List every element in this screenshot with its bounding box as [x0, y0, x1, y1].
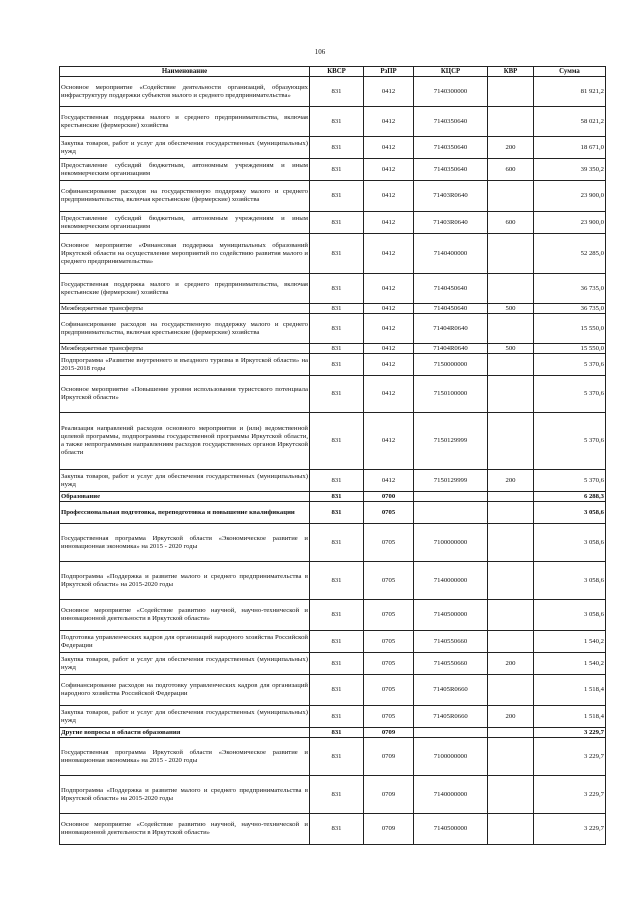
cell-kvr — [488, 814, 534, 845]
table-row — [60, 159, 606, 181]
cell-kcsr: 7140350640 — [414, 107, 488, 137]
cell-sum: 3 058,6 — [534, 562, 606, 600]
cell-rzpr: 0709 — [364, 738, 414, 776]
cell-rzpr: 0709 — [364, 728, 414, 738]
cell-kvsr: 831 — [310, 502, 364, 524]
cell-kvr — [488, 181, 534, 212]
cell-rzpr: 0412 — [364, 137, 414, 159]
cell-kvr: 500 — [488, 304, 534, 314]
cell-kvr — [488, 738, 534, 776]
cell-rzpr: 0412 — [364, 212, 414, 234]
cell-name: Основное мероприятие «Содействие развитию научной, научно-технической и инновационной деятельности в Иркутской области» — [60, 600, 310, 631]
cell-kcsr: 7140000000 — [414, 776, 488, 814]
column-header-kvsr: КВСР — [310, 67, 364, 77]
cell-name: Основное мероприятие «Повышение уровня использования туристского потенциала Иркутской области» — [60, 376, 310, 413]
cell-rzpr: 0412 — [364, 354, 414, 376]
cell-name: Образование — [60, 492, 310, 502]
cell-kvr — [488, 274, 534, 304]
cell-name: Подпрограмма «Поддержка и развитие малого и среднего предпринимательства в Иркутской области» на 2015-2020 годы — [60, 562, 310, 600]
column-header-rzpr: РзПР — [364, 67, 414, 77]
table-row — [60, 234, 606, 274]
cell-sum: 1 540,2 — [534, 631, 606, 653]
cell-sum: 3 058,6 — [534, 502, 606, 524]
cell-rzpr: 0709 — [364, 776, 414, 814]
cell-kvr: 200 — [488, 706, 534, 728]
cell-sum: 52 285,0 — [534, 234, 606, 274]
cell-sum: 39 350,2 — [534, 159, 606, 181]
cell-kvsr: 831 — [310, 776, 364, 814]
table-body — [60, 77, 606, 845]
cell-sum: 5 370,6 — [534, 354, 606, 376]
cell-kvr — [488, 314, 534, 344]
cell-sum: 36 735,0 — [534, 274, 606, 304]
cell-rzpr: 0412 — [364, 181, 414, 212]
cell-kvsr: 831 — [310, 137, 364, 159]
cell-name: Закупка товаров, работ и услуг для обеспечения государственных (муниципальных) нужд — [60, 470, 310, 492]
table-row — [60, 675, 606, 706]
cell-kvsr: 831 — [310, 159, 364, 181]
cell-rzpr: 0412 — [364, 344, 414, 354]
table-row — [60, 600, 606, 631]
cell-kvr — [488, 562, 534, 600]
table-row — [60, 502, 606, 524]
cell-kvsr: 831 — [310, 77, 364, 107]
cell-kvr — [488, 631, 534, 653]
cell-kvr — [488, 502, 534, 524]
cell-kvsr: 831 — [310, 376, 364, 413]
table-row — [60, 413, 606, 470]
cell-kcsr: 7140300000 — [414, 77, 488, 107]
cell-kcsr: 7140400000 — [414, 234, 488, 274]
cell-name: Государственная программа Иркутской области «Экономическое развитие и инновационная экономика» на 2015 - 2020 годы — [60, 524, 310, 562]
cell-kcsr: 7100000000 — [414, 738, 488, 776]
cell-kcsr: 7140450640 — [414, 304, 488, 314]
cell-kvsr: 831 — [310, 413, 364, 470]
cell-kvsr: 831 — [310, 600, 364, 631]
cell-kvsr: 831 — [310, 107, 364, 137]
table-row — [60, 354, 606, 376]
table-row — [60, 653, 606, 675]
table-row — [60, 181, 606, 212]
cell-kvsr: 831 — [310, 274, 364, 304]
cell-name: Подготовка управленческих кадров для организаций народного хозяйства Российской Федерации — [60, 631, 310, 653]
cell-rzpr: 0412 — [364, 470, 414, 492]
page-number: 106 — [314, 48, 326, 56]
cell-kcsr: 7140450640 — [414, 274, 488, 304]
cell-name: Подпрограмма «Развитие внутреннего и въездного туризма в Иркутской области» на 2015-2018 годы — [60, 354, 310, 376]
cell-sum: 15 550,0 — [534, 314, 606, 344]
cell-name: Основное мероприятие «Содействие развитию научной, научно-технической и инновационной деятельности в Иркутской области» — [60, 814, 310, 845]
cell-kvr — [488, 776, 534, 814]
table-row — [60, 137, 606, 159]
column-header-kcsr: КЦСР — [414, 67, 488, 77]
cell-rzpr: 0412 — [364, 77, 414, 107]
cell-sum: 3 229,7 — [534, 728, 606, 738]
cell-kvsr: 831 — [310, 653, 364, 675]
cell-rzpr: 0412 — [364, 159, 414, 181]
cell-rzpr: 0412 — [364, 376, 414, 413]
column-header-sum: Сумма — [534, 67, 606, 77]
cell-kvsr: 831 — [310, 706, 364, 728]
cell-name: Софинансирование расходов на государственную поддержку малого и среднего предпринимательства, включая крестьянские (фермерские) хозяйства — [60, 314, 310, 344]
cell-kvr: 500 — [488, 344, 534, 354]
cell-kcsr: 7150129999 — [414, 413, 488, 470]
cell-sum: 3 229,7 — [534, 738, 606, 776]
cell-kvsr: 831 — [310, 492, 364, 502]
cell-kvr — [488, 675, 534, 706]
table-row — [60, 728, 606, 738]
cell-kcsr — [414, 728, 488, 738]
cell-rzpr: 0412 — [364, 234, 414, 274]
cell-kvsr: 831 — [310, 524, 364, 562]
cell-kvr — [488, 413, 534, 470]
cell-kvr: 600 — [488, 212, 534, 234]
cell-name: Государственная поддержка малого и среднего предпринимательства, включая крестьянские (фермерские) хозяйства — [60, 274, 310, 304]
cell-kvsr: 831 — [310, 738, 364, 776]
cell-sum: 23 900,0 — [534, 212, 606, 234]
cell-kvsr: 831 — [310, 814, 364, 845]
cell-name: Межбюджетные трансферты — [60, 344, 310, 354]
cell-kcsr — [414, 502, 488, 524]
cell-name: Подпрограмма «Поддержка и развитие малого и среднего предпринимательства в Иркутской области» на 2015-2020 годы — [60, 776, 310, 814]
table-row — [60, 776, 606, 814]
cell-kvsr: 831 — [310, 344, 364, 354]
cell-sum: 36 735,0 — [534, 304, 606, 314]
cell-kvr — [488, 107, 534, 137]
table-row — [60, 212, 606, 234]
cell-sum: 58 021,2 — [534, 107, 606, 137]
cell-name: Софинансирование расходов на государственную поддержку малого и среднего предпринимательства, включая крестьянские (фермерские) хозяйства — [60, 181, 310, 212]
cell-kcsr: 71404R0640 — [414, 314, 488, 344]
cell-rzpr: 0412 — [364, 304, 414, 314]
cell-kvr — [488, 600, 534, 631]
table-row — [60, 524, 606, 562]
cell-kcsr: 7140550660 — [414, 653, 488, 675]
cell-kvsr: 831 — [310, 304, 364, 314]
cell-sum: 18 671,0 — [534, 137, 606, 159]
cell-sum: 5 370,6 — [534, 376, 606, 413]
cell-kcsr: 7140500000 — [414, 600, 488, 631]
cell-rzpr: 0700 — [364, 492, 414, 502]
cell-kcsr: 7140500000 — [414, 814, 488, 845]
cell-kvsr: 831 — [310, 631, 364, 653]
cell-kcsr: 7140000000 — [414, 562, 488, 600]
cell-name: Межбюджетные трансферты — [60, 304, 310, 314]
cell-kvsr: 831 — [310, 314, 364, 344]
cell-kvr — [488, 376, 534, 413]
cell-kvsr: 831 — [310, 470, 364, 492]
table-row — [60, 470, 606, 492]
table-row — [60, 814, 606, 845]
cell-kcsr: 7140350640 — [414, 137, 488, 159]
cell-name: Софинансирование расходов на подготовку управленческих кадров для организаций народного хозяйства Российской Федерации — [60, 675, 310, 706]
cell-name: Основное мероприятие «Содействие деятельности организаций, образующих инфраструктуру поддержки субъектов малого и среднего предпринимательства» — [60, 77, 310, 107]
cell-kcsr: 71404R0640 — [414, 344, 488, 354]
cell-name: Реализация направлений расходов основного мероприятия и (или) ведомственной целевой программы, подпрограммы государственной программы Иркутской области, а также непрограммным направлениям расходов государственных органов Иркутской области — [60, 413, 310, 470]
cell-name: Основное мероприятие «Финансовая поддержка муниципальных образований Иркутской области на осуществление мероприятий по содействию развития малого и среднего предпринимательства» — [60, 234, 310, 274]
cell-kcsr: 71403R0640 — [414, 212, 488, 234]
cell-sum: 3 058,6 — [534, 524, 606, 562]
cell-name: Предоставление субсидий бюджетным, автономным учреждениям и иным некоммерческим организациям — [60, 212, 310, 234]
cell-sum: 1 518,4 — [534, 706, 606, 728]
cell-sum: 6 288,3 — [534, 492, 606, 502]
cell-kvsr: 831 — [310, 181, 364, 212]
cell-rzpr: 0705 — [364, 502, 414, 524]
cell-sum: 3 229,7 — [534, 814, 606, 845]
table-row — [60, 314, 606, 344]
cell-rzpr: 0705 — [364, 653, 414, 675]
cell-kvsr: 831 — [310, 212, 364, 234]
cell-sum: 23 900,0 — [534, 181, 606, 212]
cell-kvr — [488, 234, 534, 274]
cell-kvsr: 831 — [310, 675, 364, 706]
column-header-name: Наименование — [60, 67, 310, 77]
cell-name: Профессиональная подготовка, переподготовка и повышение квалификации — [60, 502, 310, 524]
cell-name: Государственная поддержка малого и среднего предпринимательства, включая крестьянские (фермерские) хозяйства — [60, 107, 310, 137]
cell-kvr: 600 — [488, 159, 534, 181]
cell-kvr — [488, 728, 534, 738]
cell-rzpr: 0709 — [364, 814, 414, 845]
cell-kvr — [488, 524, 534, 562]
table-row — [60, 77, 606, 107]
column-header-kvr: КВР — [488, 67, 534, 77]
cell-kvr — [488, 354, 534, 376]
cell-kvr: 200 — [488, 653, 534, 675]
cell-name: Другие вопросы в области образования — [60, 728, 310, 738]
cell-kcsr: 71403R0640 — [414, 181, 488, 212]
cell-rzpr: 0705 — [364, 524, 414, 562]
cell-kcsr: 71405R0660 — [414, 706, 488, 728]
table-row — [60, 706, 606, 728]
cell-kcsr: 7150129999 — [414, 470, 488, 492]
table-row — [60, 492, 606, 502]
table-row — [60, 376, 606, 413]
cell-sum: 15 550,0 — [534, 344, 606, 354]
table-row — [60, 274, 606, 304]
cell-rzpr: 0705 — [364, 631, 414, 653]
cell-kvsr: 831 — [310, 728, 364, 738]
cell-kcsr: 7140350640 — [414, 159, 488, 181]
cell-kvr: 200 — [488, 470, 534, 492]
cell-kcsr: 7150100000 — [414, 376, 488, 413]
cell-rzpr: 0705 — [364, 706, 414, 728]
cell-kvr — [488, 492, 534, 502]
table-row — [60, 107, 606, 137]
cell-kvr — [488, 77, 534, 107]
table-row — [60, 344, 606, 354]
cell-name: Закупка товаров, работ и услуг для обеспечения государственных (муниципальных) нужд — [60, 137, 310, 159]
cell-rzpr: 0705 — [364, 600, 414, 631]
table-row — [60, 631, 606, 653]
cell-kvsr: 831 — [310, 354, 364, 376]
cell-kcsr — [414, 492, 488, 502]
cell-kvr: 200 — [488, 137, 534, 159]
cell-sum: 1 540,2 — [534, 653, 606, 675]
cell-rzpr: 0705 — [364, 562, 414, 600]
cell-rzpr: 0412 — [364, 413, 414, 470]
cell-kcsr: 7150000000 — [414, 354, 488, 376]
cell-name: Закупка товаров, работ и услуг для обеспечения государственных (муниципальных) нужд — [60, 653, 310, 675]
cell-rzpr: 0705 — [364, 675, 414, 706]
cell-sum: 1 518,4 — [534, 675, 606, 706]
table-row — [60, 304, 606, 314]
cell-sum: 5 370,6 — [534, 470, 606, 492]
table-row — [60, 738, 606, 776]
cell-name: Закупка товаров, работ и услуг для обеспечения государственных (муниципальных) нужд — [60, 706, 310, 728]
cell-rzpr: 0412 — [364, 107, 414, 137]
cell-rzpr: 0412 — [364, 314, 414, 344]
cell-sum: 3 229,7 — [534, 776, 606, 814]
cell-kvsr: 831 — [310, 234, 364, 274]
cell-rzpr: 0412 — [364, 274, 414, 304]
cell-name: Государственная программа Иркутской области «Экономическое развитие и инновационная экономика» на 2015 - 2020 годы — [60, 738, 310, 776]
cell-name: Предоставление субсидий бюджетным, автономным учреждениям и иным некоммерческим организациям — [60, 159, 310, 181]
table-row — [60, 562, 606, 600]
cell-kcsr: 7100000000 — [414, 524, 488, 562]
cell-sum: 81 921,2 — [534, 77, 606, 107]
cell-kcsr: 71405R0660 — [414, 675, 488, 706]
cell-sum: 3 058,6 — [534, 600, 606, 631]
budget-table — [59, 66, 606, 845]
cell-sum: 5 370,6 — [534, 413, 606, 470]
table-header-row — [60, 67, 606, 77]
cell-kcsr: 7140550660 — [414, 631, 488, 653]
cell-kvsr: 831 — [310, 562, 364, 600]
